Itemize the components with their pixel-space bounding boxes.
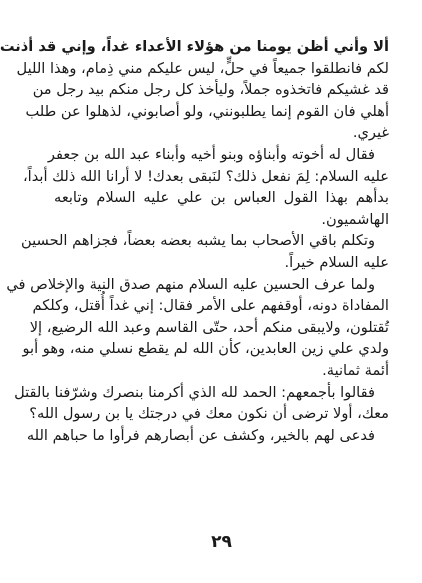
text-line: ولما عرف الحسين عليه السلام منهم صدق النية والإخلاص في xyxy=(6,275,375,293)
body-text xyxy=(0,36,389,446)
text-line: قد غشيكم فاتخذوه جملاً، وليأخذ كل رجل منكم بيد رجل من xyxy=(32,81,389,99)
text-line: معك، أولا ترضى أن نكون معك في درجتك يا بن رسول الله؟ xyxy=(29,405,389,423)
text-line: الهاشميون. xyxy=(321,210,389,228)
text-line: عليه السلام: لِمَ نفعل ذلك؟ لنَبقى بعدك! لا أرانا الله ذلك أبداً، xyxy=(22,167,389,185)
text-line: ولدي علي زين العابدين، كأن الله لم يقطع نسلي منه، وهو أبو xyxy=(22,340,389,358)
text-line: ألا وأني أظن يومنا من هؤلاء الأعداء غداً، وإني قد أذنت xyxy=(0,38,389,55)
text-line: فدعى لهم بالخير، وكشف عن أبصارهم فرأوا ما حباهم الله xyxy=(26,426,375,444)
text-line: بدأهم بهذا القول العباس بن علي عليه السلام وتابعه xyxy=(54,189,389,207)
text-line: فقالوا بأجمعهم: الحمد لله الذي أكرمنا بنصرك وشرّفنا بالقتل xyxy=(14,383,375,401)
text-line: عليه السلام خيراً. xyxy=(284,253,389,271)
text-line: تُقتلون، ولايبقى منكم أحد، حتّى القاسم وعبد الله الرضيع، إلا xyxy=(29,318,389,336)
text-line: لكم فانطلقوا جميعاً في حلٍّ، ليس عليكم مني ذِمام، وهذا الليل xyxy=(16,59,389,77)
text-line: غيري. xyxy=(352,124,389,142)
page-number: ٢٩ xyxy=(211,532,232,552)
text-line: المفاداة دونه، أوقفهم على الأمر فقال: إني غداً أُقتل، وكلكم xyxy=(32,297,389,315)
text-line: أئمة ثمانية. xyxy=(322,361,389,379)
text-line: فقال له أخوته وأبناؤه وبنو أخيه وأبناء عبد الله بن جعفر xyxy=(47,145,375,163)
text-line: وتكلم باقي الأصحاب بما يشبه بعضه بعضاً، فجزاهم الحسين xyxy=(21,232,375,250)
text-line: أهلي فان القوم إنما يطلبونني، ولو أصابوني، لذهلوا عن طلب xyxy=(25,102,389,120)
